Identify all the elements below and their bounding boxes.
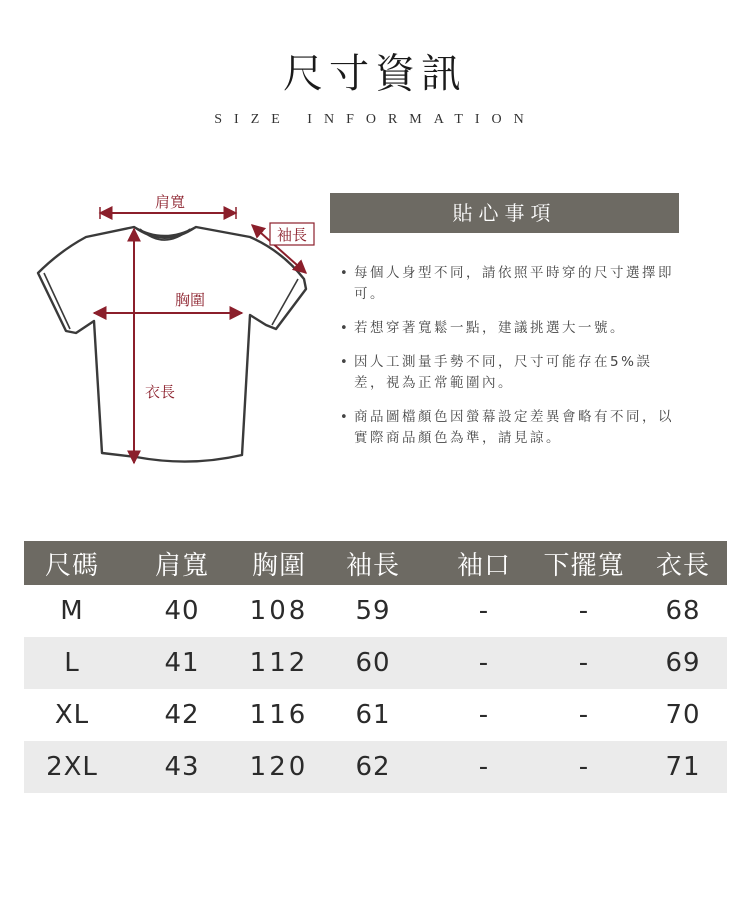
label-length bbox=[138, 381, 182, 403]
table-cell: 41 bbox=[164, 648, 200, 678]
table-cell: 40 bbox=[164, 596, 200, 626]
table-cell: - bbox=[478, 596, 490, 626]
table-row bbox=[24, 585, 727, 637]
table-cell: 69 bbox=[665, 648, 701, 678]
tshirt-outline bbox=[38, 227, 306, 462]
table-cell: 43 bbox=[164, 752, 200, 782]
table-cell: 68 bbox=[665, 596, 701, 626]
table-cell: - bbox=[578, 700, 590, 730]
page-title: 尺寸資訊 bbox=[283, 51, 467, 97]
table-cell: 70 bbox=[665, 700, 701, 730]
table-cell: M bbox=[60, 596, 84, 626]
table-row bbox=[24, 637, 727, 689]
table-cell: 112 bbox=[249, 648, 309, 678]
size-table-header bbox=[24, 541, 727, 585]
notes-title: 貼心事項 bbox=[330, 193, 679, 233]
svg-text:袖長: 袖長 bbox=[276, 226, 308, 244]
table-cell: 71 bbox=[665, 752, 701, 782]
table-cell: - bbox=[578, 596, 590, 626]
table-cell: 59 bbox=[355, 596, 391, 626]
table-cell: - bbox=[478, 700, 490, 730]
table-cell: - bbox=[578, 752, 590, 782]
table-cell: 2XL bbox=[46, 752, 98, 782]
table-cell: 116 bbox=[249, 700, 309, 730]
label-shoulder bbox=[148, 191, 192, 211]
table-cell: 42 bbox=[164, 700, 200, 730]
table-cell: 120 bbox=[249, 752, 309, 782]
header-cell: 胸圍 bbox=[251, 550, 306, 581]
header-cell: 肩寬 bbox=[154, 550, 209, 581]
header-cell: 衣長 bbox=[655, 550, 710, 581]
size-table bbox=[24, 541, 727, 793]
header-cell: 尺碼 bbox=[44, 550, 99, 581]
svg-text:肩寬: 肩寬 bbox=[154, 193, 186, 211]
table-cell: - bbox=[578, 648, 590, 678]
page-subtitle: SIZE INFORMATION bbox=[214, 112, 536, 127]
table-cell: L bbox=[64, 648, 80, 678]
notes-list bbox=[340, 263, 680, 462]
header-cell: 袖長 bbox=[345, 550, 400, 581]
header-cell: 下擺寬 bbox=[543, 550, 625, 581]
table-cell: XL bbox=[54, 700, 90, 730]
label-sleeve bbox=[270, 223, 314, 245]
notes-item: • 若想穿著寬鬆一點，建議挑選大一號。 bbox=[340, 320, 626, 336]
tshirt-measurement-diagram bbox=[30, 185, 330, 475]
header-cell: 袖口 bbox=[456, 550, 511, 581]
table-row bbox=[24, 689, 727, 741]
table-row bbox=[24, 741, 727, 793]
svg-text:衣長: 衣長 bbox=[144, 383, 176, 401]
table-cell: - bbox=[478, 752, 490, 782]
table-cell: 61 bbox=[355, 700, 391, 730]
table-cell: 108 bbox=[249, 596, 309, 626]
svg-text:胸圍: 胸圍 bbox=[174, 291, 206, 309]
notes-item: • 每個人身型不同，請依照平時穿的尺寸選擇即可。 bbox=[340, 265, 674, 302]
table-cell: 62 bbox=[355, 752, 391, 782]
table-cell: 60 bbox=[355, 648, 391, 678]
table-cell: - bbox=[478, 648, 490, 678]
label-chest bbox=[168, 289, 212, 311]
notes-item: • 商品圖檔顏色因螢幕設定差異會略有不同，以實際商品顏色為準，請見諒。 bbox=[340, 409, 674, 446]
notes-item: • 因人工測量手勢不同，尺寸可能存在5%誤差，視為正常範圍內。 bbox=[340, 354, 653, 391]
